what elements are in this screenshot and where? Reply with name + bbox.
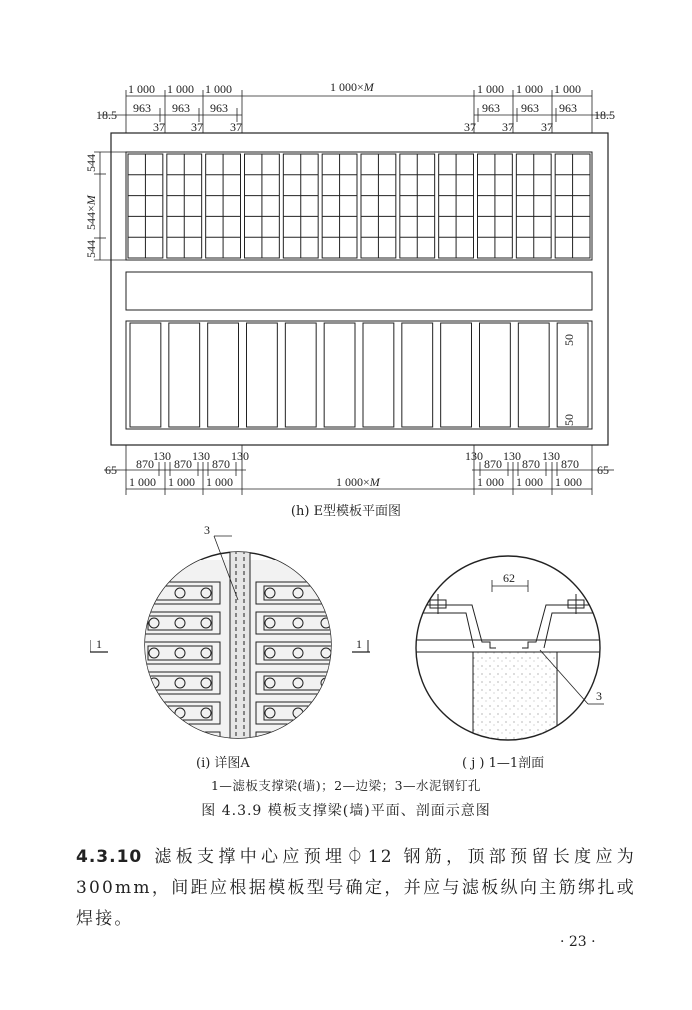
- top-dim-37-e: 37: [502, 120, 514, 134]
- upper-panel: [400, 154, 435, 258]
- lower-panel: [402, 323, 433, 427]
- top-dim-37-a: 37: [153, 120, 165, 134]
- detail-a-hole: [201, 738, 211, 748]
- clause-paragraph: [76, 842, 636, 935]
- top-edge-dim-right: 18.5: [594, 108, 615, 122]
- top-dim-963-a: 963: [133, 101, 151, 115]
- detail-a-hole: [175, 738, 185, 748]
- lower-panel: [208, 323, 239, 427]
- top-dim-1000-f: 1 000: [554, 82, 581, 96]
- detail-a-slot-inner: [148, 736, 212, 750]
- detail-a-callout-3: 3: [204, 523, 210, 537]
- upper-panel: [439, 154, 474, 258]
- bottom-edge-dim-right: 65: [597, 463, 609, 477]
- page-number: · 23 ·: [560, 934, 596, 950]
- bottom-dim-870-a: 870: [136, 457, 154, 471]
- e-type-formwork-plan: [0, 0, 692, 500]
- upper-panel: [361, 154, 396, 258]
- detail-a-hole: [265, 738, 275, 748]
- top-dim-963-e: 963: [521, 101, 539, 115]
- bottom-center-dim: 1 000×M: [336, 475, 380, 489]
- upper-panel: [167, 154, 202, 258]
- bottom-dim-130-c: 130: [231, 449, 249, 463]
- bottom-dim-130-b: 130: [192, 449, 210, 463]
- detail-a-mark-left: 1: [96, 637, 102, 651]
- right-dim-50-top: 50: [562, 334, 576, 346]
- bottom-edge-dim-left: 65: [105, 463, 117, 477]
- figure-title: 图 4.3.9 模板支撑梁(墙)平面、剖面示意图: [201, 803, 491, 819]
- upper-grid-panels: [126, 152, 592, 260]
- bottom-dim-130-a: 130: [153, 449, 171, 463]
- bottom-dim-1000-e: 1 000: [516, 475, 543, 489]
- upper-panel: [478, 154, 513, 258]
- left-dimension-lines: [94, 152, 126, 260]
- bottom-dim-870-e: 870: [522, 457, 540, 471]
- detail-a-hole: [321, 708, 331, 718]
- clause-text: 滤板支撑中心应预埋⏀12 钢筋，顶部预留长度应为300mm，间距应根据模板型号确定，并应与滤板纵向主筋绑扎或焊接。: [76, 847, 636, 929]
- top-dim-37-d: 37: [464, 120, 476, 134]
- top-dim-37-f: 37: [541, 120, 553, 134]
- upper-panel: [283, 154, 318, 258]
- figure-legend: 1—滤板支撑梁(墙)；2—边梁；3—水泥钢钉孔: [210, 778, 482, 793]
- detail-a-hole: [149, 738, 159, 748]
- section-1-1-drawing: [400, 520, 630, 750]
- top-dim-963-c: 963: [210, 101, 228, 115]
- top-dim-1000-c: 1 000: [205, 82, 232, 96]
- bottom-dim-1000-b: 1 000: [168, 475, 195, 489]
- upper-panel: [322, 154, 357, 258]
- bottom-dim-1000-a: 1 000: [129, 475, 156, 489]
- middle-beam-strip: [126, 272, 592, 310]
- left-dim-544-top: 544: [84, 154, 98, 172]
- bottom-dim-870-d: 870: [484, 457, 502, 471]
- lower-panel: [324, 323, 355, 427]
- section-callout-3: 3: [596, 689, 602, 703]
- left-dim-544-bottom: 544: [84, 240, 98, 258]
- plan-caption: (h) E型模板平面图: [290, 504, 402, 519]
- detail-a-hole: [321, 588, 331, 598]
- lower-panel: [247, 323, 278, 427]
- top-dim-1000-e: 1 000: [516, 82, 543, 96]
- detail-a-slot-inner: [264, 736, 332, 750]
- top-dim-963-d: 963: [482, 101, 500, 115]
- top-center-dim: 1 000×M: [330, 80, 374, 94]
- bottom-dim-870-c: 870: [212, 457, 230, 471]
- upper-panel: [206, 154, 241, 258]
- upper-panel: [128, 154, 163, 258]
- top-edge-dim-left: 18.5: [96, 108, 117, 122]
- detail-a-hole: [149, 588, 159, 598]
- bottom-dim-870-f: 870: [561, 457, 579, 471]
- upper-panel: [245, 154, 280, 258]
- bottom-dim-130-e: 130: [503, 449, 521, 463]
- top-dim-37-b: 37: [191, 120, 203, 134]
- section-caption: ( j ) 1—1剖面: [462, 756, 545, 771]
- bottom-dim-130-f: 130: [542, 449, 560, 463]
- section-dim-62: 62: [503, 571, 515, 585]
- lower-panel: [169, 323, 200, 427]
- lower-panel: [285, 323, 316, 427]
- detail-a-caption: (i) 详图A: [196, 756, 250, 771]
- detail-a-hole: [149, 708, 159, 718]
- bottom-dim-1000-f: 1 000: [555, 475, 582, 489]
- bottom-dim-1000-c: 1 000: [206, 475, 233, 489]
- lower-panel: [363, 323, 394, 427]
- left-dim-544-middle: 544×M: [84, 195, 98, 230]
- detail-a-slot: [256, 732, 340, 750]
- top-dim-1000-a: 1 000: [128, 82, 155, 96]
- bottom-dim-870-b: 870: [174, 457, 192, 471]
- clause-number: 4.3.10: [76, 847, 143, 867]
- detail-a-mark-right: 1: [356, 637, 362, 651]
- top-dim-37-c: 37: [230, 120, 242, 134]
- bottom-dim-130-d: 130: [465, 449, 483, 463]
- top-dim-963-f: 963: [559, 101, 577, 115]
- upper-panel: [516, 154, 551, 258]
- upper-panel: [555, 154, 590, 258]
- lower-panel: [130, 323, 161, 427]
- right-dim-50-bottom: 50: [562, 414, 576, 426]
- top-dim-1000-b: 1 000: [167, 82, 194, 96]
- lower-panel: [518, 323, 549, 427]
- detail-a-hole: [293, 738, 303, 748]
- lower-panel: [480, 323, 511, 427]
- detail-a-slot: [140, 732, 220, 750]
- lower-panels: [126, 321, 592, 429]
- bottom-dim-1000-d: 1 000: [477, 475, 504, 489]
- top-dim-1000-d: 1 000: [477, 82, 504, 96]
- top-dim-963-b: 963: [172, 101, 190, 115]
- lower-panel: [441, 323, 472, 427]
- detail-a-hole: [321, 738, 331, 748]
- detail-a-drawing: [90, 520, 390, 750]
